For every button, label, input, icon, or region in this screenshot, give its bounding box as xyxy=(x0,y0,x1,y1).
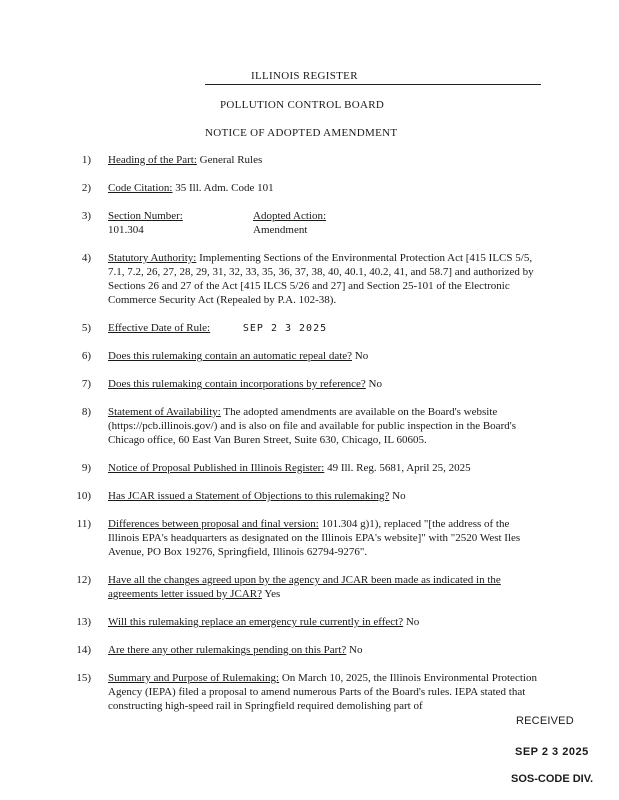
item-text: No xyxy=(354,350,369,362)
item-number: 9) xyxy=(81,462,91,474)
item-text: 101.304 g)1), replaced "[the address of the Illinois EPA's headquarters as designated on the Illinois EPA's website]" with "2520 West Iles Avenue, PO Box 19276, Springfield, Illinois 62794-9276". xyxy=(108,518,521,558)
item-number: 6) xyxy=(81,350,91,362)
item-13 xyxy=(108,615,542,629)
item-text: No xyxy=(392,490,406,502)
item-number: 5) xyxy=(81,322,91,334)
item-label: Differences between proposal and final version: xyxy=(108,518,319,530)
item-2 xyxy=(108,181,542,195)
item-label: Will this rulemaking replace an emergency rule currently in effect? xyxy=(108,616,404,628)
item-1 xyxy=(108,153,542,167)
item-5 xyxy=(108,321,542,336)
item-label: Code Citation: xyxy=(108,182,173,194)
received-date-stamp: SEP 2 3 2025 xyxy=(515,746,589,758)
register-header xyxy=(205,69,541,85)
item-6 xyxy=(108,349,542,363)
item-label: Effective Date of Rule: xyxy=(108,322,211,334)
item-15 xyxy=(108,671,542,713)
item-number: 12) xyxy=(76,574,91,586)
register-title: ILLINOIS REGISTER xyxy=(251,70,358,82)
item-14 xyxy=(108,643,542,657)
item-10 xyxy=(108,489,542,503)
item-text: Yes xyxy=(264,588,281,600)
item-number: 14) xyxy=(76,644,91,656)
item-number: 4) xyxy=(81,252,91,264)
item-text: No xyxy=(349,644,363,656)
item-4 xyxy=(108,251,542,307)
item-label: Statutory Authority: xyxy=(108,252,197,264)
adopted-action-value: Amendment xyxy=(253,224,308,236)
item-number: 1) xyxy=(81,154,91,166)
item-label: Summary and Purpose of Rulemaking: xyxy=(108,672,280,684)
section-number-label: Section Number: xyxy=(108,210,183,222)
item-text: The adopted amendments are available on the Board's website (https://pcb.illinois.gov/) and is also on file and available for public inspection in the Board's Chicago office, 60 East Van Buren Street, Suite 630, Chicago, IL 60605. xyxy=(108,406,516,446)
item-label: Has JCAR issued a Statement of Objections to this rulemaking? xyxy=(108,490,390,502)
item-number: 15) xyxy=(76,672,91,684)
item-11 xyxy=(108,517,542,559)
received-stamp: RECEIVED xyxy=(516,715,574,727)
item-text: Implementing Sections of the Environmental Protection Act [415 ILCS 5/5, 7.1, 7.2, 26, 27, 28, 29, 31, 32, 33, 35, 36, 37, 38, 40, 40.1, 40.2, 41, and 58.7] and authorized by Sections 26 and 27 of the Act [415 ILCS 5/26 and 27] and Section 25-101 of the Electronic Commerce Security Act (Repealed by P.A. 102-38). xyxy=(108,252,534,306)
item-label: Heading of the Part: xyxy=(108,154,197,166)
item-number: 13) xyxy=(76,616,91,628)
item-label: Notice of Proposal Published in Illinois Register: xyxy=(108,462,325,474)
item-text: General Rules xyxy=(199,154,263,166)
item-text: No xyxy=(405,616,420,628)
item-number: 3) xyxy=(81,210,91,222)
item-number: 7) xyxy=(81,378,91,390)
item-number: 2) xyxy=(81,182,91,194)
notice-title: NOTICE OF ADOPTED AMENDMENT xyxy=(205,127,398,139)
item-label: Are there any other rulemakings pending on this Part? xyxy=(108,644,347,656)
item-number: 11) xyxy=(76,518,91,530)
item-text: 35 Ill. Adm. Code 101 xyxy=(175,182,274,194)
effective-date-stamp: SEP 2 3 2025 xyxy=(242,323,328,334)
item-label: Does this rulemaking contain an automatic repeal date? xyxy=(108,350,353,362)
item-text: 49 Ill. Reg. 5681, April 25, 2025 xyxy=(327,462,471,474)
item-label: Does this rulemaking contain incorporations by reference? xyxy=(108,378,366,390)
item-number: 10) xyxy=(76,490,91,502)
item-7 xyxy=(108,377,542,391)
item-text: No xyxy=(368,378,382,390)
item-8 xyxy=(108,405,542,447)
item-label: Have all the changes agreed upon by the agency and JCAR been made as indicated in the agreements letter issued by JCAR? xyxy=(108,574,501,600)
item-9 xyxy=(108,461,542,475)
board-title: POLLUTION CONTROL BOARD xyxy=(220,99,385,111)
section-number-value: 101.304 xyxy=(108,224,144,236)
item-text: On March 10, 2025, the Illinois Environmental Protection Agency (IEPA) filed a proposal to amend numerous Parts of the Board's rules. IEPA stated that constructing high-speed rail in Springfield required demolishing part of xyxy=(108,672,537,712)
item-number: 8) xyxy=(81,406,91,418)
adopted-action-label: Adopted Action: xyxy=(253,210,327,222)
item-12 xyxy=(108,573,542,601)
sos-code-div-stamp: SOS-CODE DIV. xyxy=(511,773,594,785)
item-label: Statement of Availability: xyxy=(108,406,221,418)
